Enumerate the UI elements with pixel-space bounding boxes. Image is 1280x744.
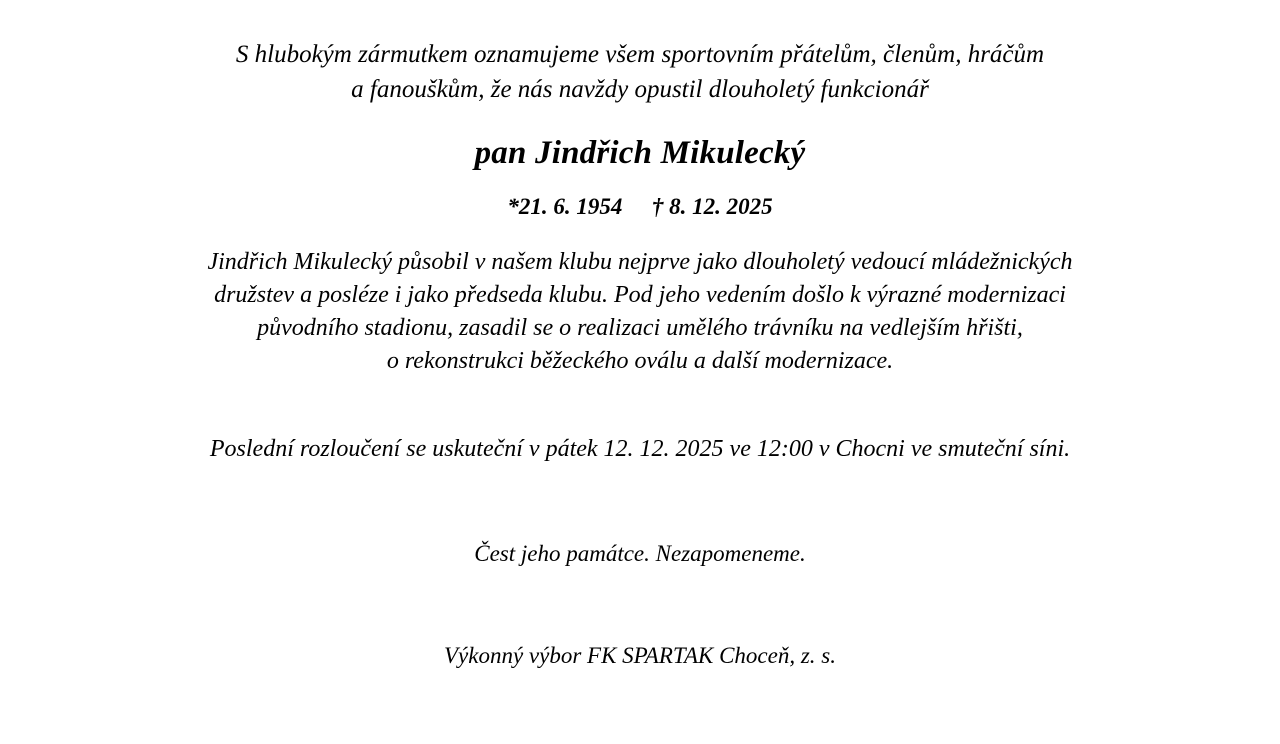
biography-line-4: o rekonstrukci běžeckého oválu a další modernizace. xyxy=(386,348,894,375)
intro-line-2: a fanouškům, že nás navždy opustil dlouholetý funkcionář xyxy=(351,75,929,103)
death-date: † 8. 12. 2025 xyxy=(651,194,773,219)
honor-message: Čest jeho památce. Nezapomeneme. xyxy=(474,541,806,567)
funeral-details: Poslední rozloučení se uskuteční v pátek 12. 12. 2025 ve 12:00 v Chocni ve smuteční síni. xyxy=(209,436,1071,463)
birth-date: *21. 6. 1954 xyxy=(507,194,623,219)
signature-line: Výkonný výbor FK SPARTAK Choceň, z. s. xyxy=(444,643,836,669)
biography-line-1: Jindřich Mikulecký působil v našem klubu nejprve jako dlouholetý vedoucí mládežnických xyxy=(207,249,1073,275)
intro-line-1: S hlubokým zármutkem oznamujeme všem sportovním přátelům, členům, hráčům xyxy=(235,41,1045,68)
deceased-name: pan Jindřich Mikulecký xyxy=(474,135,806,171)
biography-paragraph xyxy=(40,246,1240,378)
intro-paragraph xyxy=(40,38,1240,107)
biography-line-3: původního stadionu, zasadil se o realizaci umělého trávníku na vedlejším hřišti, xyxy=(257,315,1023,342)
life-dates xyxy=(40,194,1240,220)
biography-line-2: družstev a posléze i jako předseda klubu. Pod jeho vedením došlo k výrazné modernizaci xyxy=(214,282,1066,309)
